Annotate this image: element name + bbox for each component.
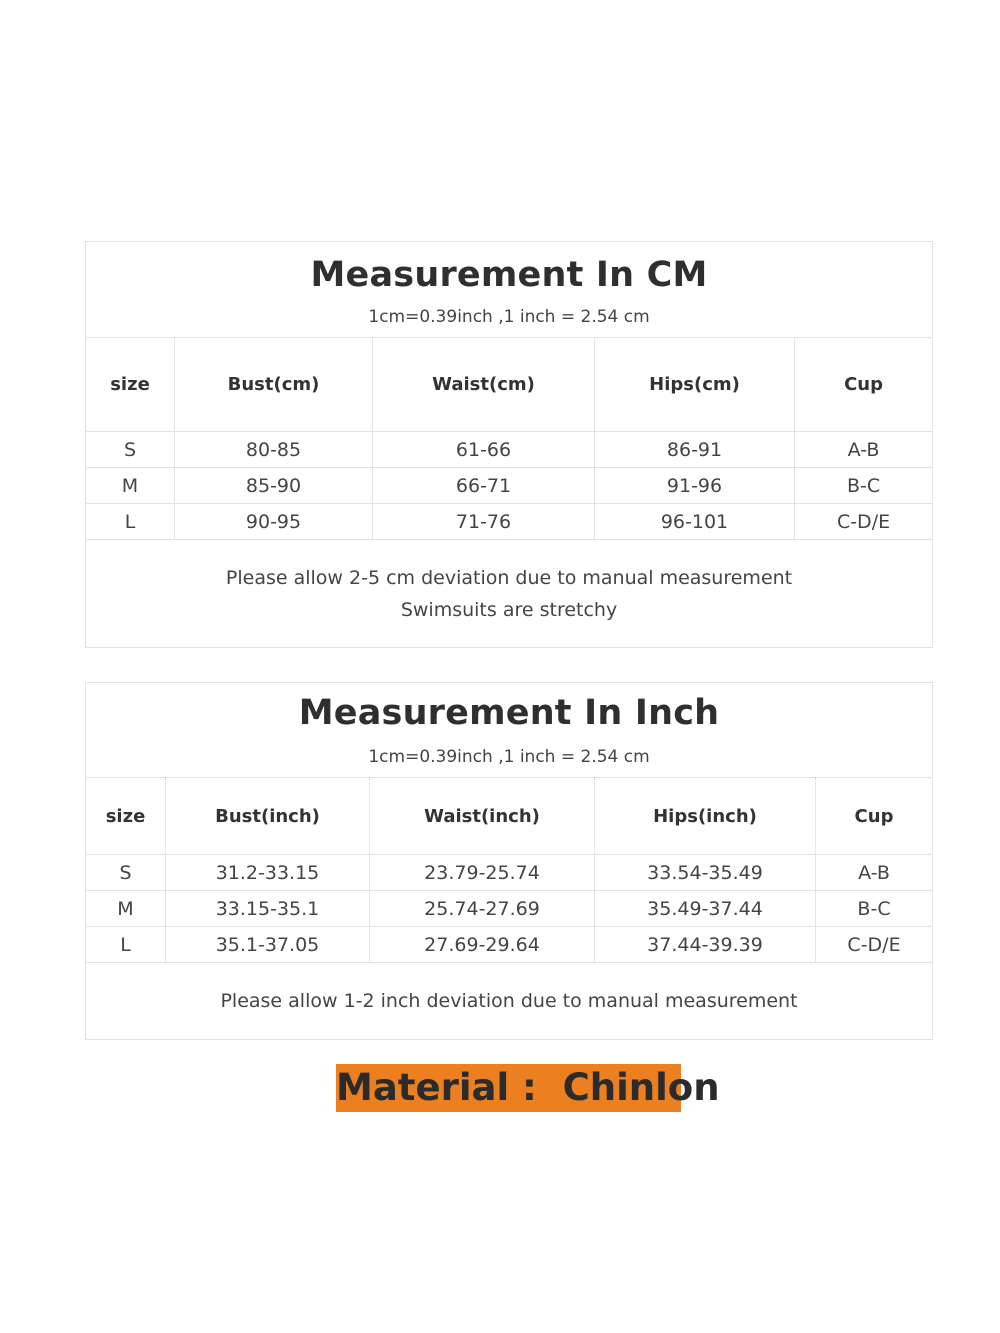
inch-cell-hips: 33.54-35.49 [595, 855, 816, 891]
cm-cell-waist: 71-76 [373, 504, 595, 540]
cm-cell-cup: C-D/E [795, 504, 933, 540]
cm-table-row [86, 504, 933, 540]
cm-header-size: size [86, 338, 175, 432]
inch-table-row [86, 927, 933, 963]
inch-cell-size: S [86, 855, 166, 891]
inch-table-row [86, 855, 933, 891]
inch-cell-waist: 25.74-27.69 [370, 891, 595, 927]
inch-header-size: size [86, 778, 166, 855]
inch-header-row [86, 778, 933, 855]
inch-header-waist: Waist(inch) [370, 778, 595, 855]
cm-cell-bust: 80-85 [175, 432, 373, 468]
cm-table-row [86, 432, 933, 468]
cm-cell-cup: A-B [795, 432, 933, 468]
inch-size-table [85, 682, 933, 1040]
cm-note-row [86, 540, 933, 648]
inch-table-title: Measurement In Inch [298, 693, 720, 733]
cm-stretch-note: Swimsuits are stretchy [400, 598, 618, 621]
cm-cell-bust: 85-90 [175, 468, 373, 504]
inch-deviation-note: Please allow 1-2 inch deviation due to manual measurement [220, 990, 798, 1012]
inch-cell-bust: 35.1-37.05 [166, 927, 370, 963]
cm-title-cell [86, 242, 933, 338]
cm-header-bust: Bust(cm) [175, 338, 373, 432]
cm-header-cup: Cup [795, 338, 933, 432]
cm-note-cell [86, 540, 933, 648]
inch-note-row [86, 963, 933, 1040]
cm-table-row [86, 468, 933, 504]
cm-size-table [85, 241, 933, 648]
inch-cell-cup: C-D/E [816, 927, 933, 963]
material-banner: Material : Chinlon [336, 1064, 681, 1112]
cm-header-hips: Hips(cm) [595, 338, 795, 432]
inch-cell-bust: 33.15-35.1 [166, 891, 370, 927]
inch-cell-hips: 35.49-37.44 [595, 891, 816, 927]
inch-cell-waist: 27.69-29.64 [370, 927, 595, 963]
cm-header-waist: Waist(cm) [373, 338, 595, 432]
cm-deviation-note: Please allow 2-5 cm deviation due to manual measurement [225, 566, 793, 589]
inch-cell-cup: B-C [816, 891, 933, 927]
cm-cell-hips: 96-101 [595, 504, 795, 540]
inch-header-hips: Hips(inch) [595, 778, 816, 855]
cm-cell-size: S [86, 432, 175, 468]
cm-cell-size: L [86, 504, 175, 540]
inch-header-cup: Cup [816, 778, 933, 855]
cm-cell-hips: 91-96 [595, 468, 795, 504]
cm-cell-bust: 90-95 [175, 504, 373, 540]
cm-header-row [86, 338, 933, 432]
inch-table-row [86, 891, 933, 927]
cm-cell-cup: B-C [795, 468, 933, 504]
cm-cell-waist: 61-66 [373, 432, 595, 468]
cm-table-subtitle: 1cm=0.39inch ,1 inch = 2.54 cm [368, 306, 650, 327]
cm-title-row [86, 242, 933, 338]
cm-cell-size: M [86, 468, 175, 504]
inch-header-bust: Bust(inch) [166, 778, 370, 855]
inch-cell-waist: 23.79-25.74 [370, 855, 595, 891]
inch-title-cell [86, 683, 933, 778]
cm-table-title: Measurement In CM [310, 254, 708, 295]
inch-cell-cup: A-B [816, 855, 933, 891]
cm-cell-waist: 66-71 [373, 468, 595, 504]
inch-title-row [86, 683, 933, 778]
inch-cell-hips: 37.44-39.39 [595, 927, 816, 963]
inch-cell-size: M [86, 891, 166, 927]
inch-table-subtitle: 1cm=0.39inch ,1 inch = 2.54 cm [368, 747, 650, 767]
inch-cell-bust: 31.2-33.15 [166, 855, 370, 891]
inch-note-cell [86, 963, 933, 1040]
cm-cell-hips: 86-91 [595, 432, 795, 468]
inch-cell-size: L [86, 927, 166, 963]
